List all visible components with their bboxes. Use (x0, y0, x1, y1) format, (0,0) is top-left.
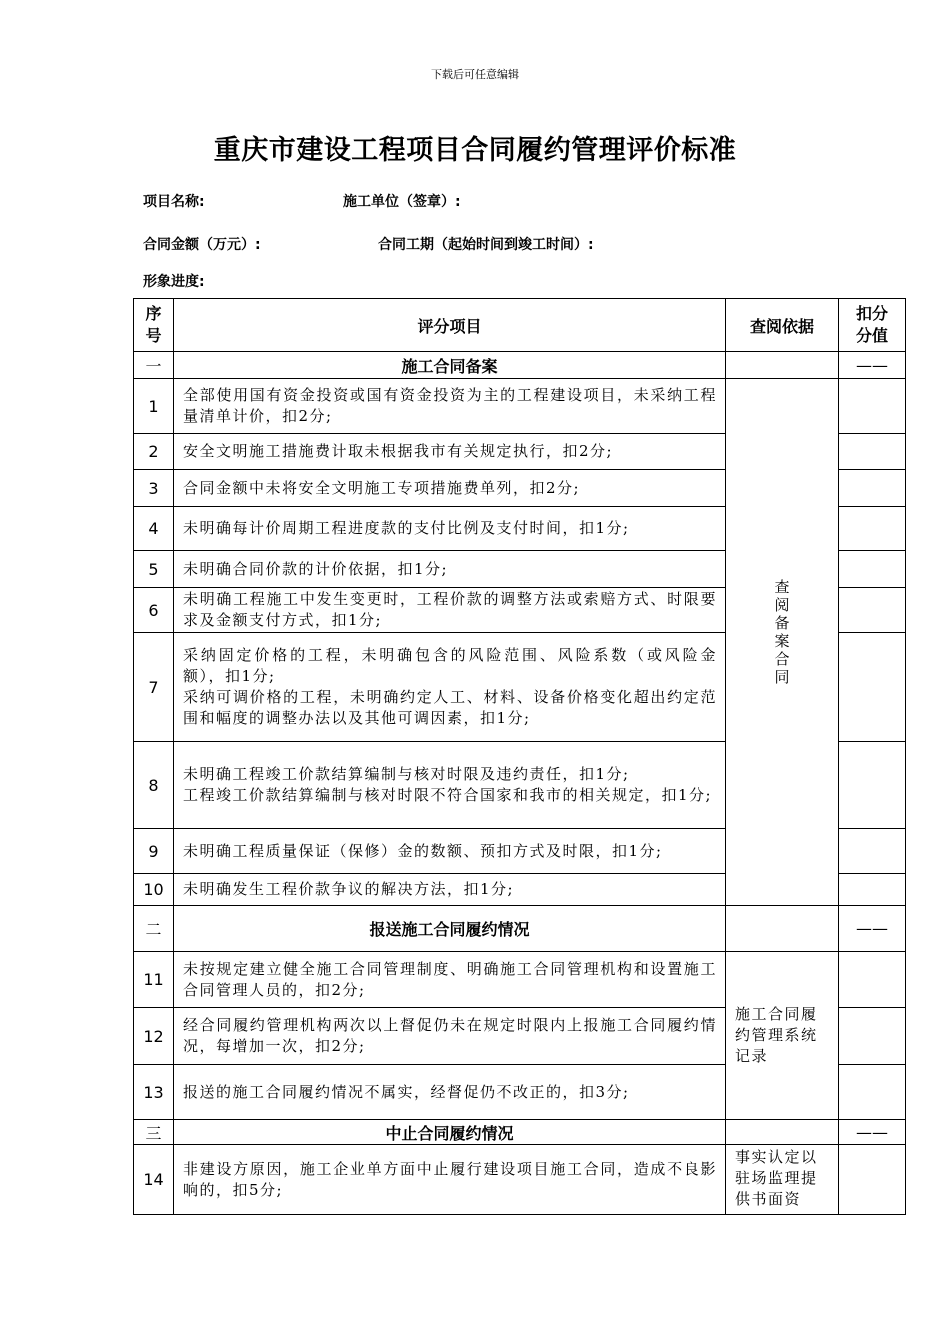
deduction-cell (839, 507, 906, 551)
table-header-row (134, 299, 906, 352)
row-item: 非建设方原因，施工企业单方面中止履行建设项目施工合同，造成不良影响的，扣5分; (174, 1145, 726, 1215)
row-item: 未明确合同价款的计价依据，扣1分; (174, 551, 726, 588)
contract-amount-label: 合同金额（万元）: (143, 237, 261, 253)
row-no: 3 (134, 470, 174, 507)
row-item: 未明确每计价周期工程进度款的支付比例及支付时间，扣1分; (174, 507, 726, 551)
basis-cell (726, 1145, 839, 1215)
row-no: 6 (134, 588, 174, 633)
top-note: 下载后可任意编辑 (431, 68, 519, 81)
header-item: 评分项目 (174, 299, 726, 352)
row-item: 报送的施工合同履约情况不属实，经督促仍不改正的，扣3分; (174, 1065, 726, 1120)
row-no: 9 (134, 829, 174, 874)
deduction-cell (839, 633, 906, 742)
section-title: 施工合同备案 (174, 352, 726, 379)
row-no: 10 (134, 874, 174, 906)
row-item: 采纳固定价格的工程，未明确包含的风险范围、风险系数（或风险金额），扣1分; 采纳可调价格的工程，未明确约定人工、材料、设备价格变化超出约定范围和幅度的调整办法以及其他可调因素，扣1分; (174, 633, 726, 742)
project-name-label: 项目名称: (143, 194, 205, 210)
section-dash: —— (839, 1120, 906, 1145)
section-basis-empty (726, 1120, 839, 1145)
deduction-cell (839, 952, 906, 1008)
section-basis-empty (726, 906, 839, 952)
deduction-cell (839, 434, 906, 470)
header-no: 序号 (134, 299, 174, 352)
basis-cell (726, 952, 839, 1120)
contractor-label: 施工单位（签章）: (343, 194, 461, 210)
deduction-cell (839, 1008, 906, 1065)
deduction-cell (839, 874, 906, 906)
section-dash: —— (839, 906, 906, 952)
table-row (134, 952, 906, 1008)
section-no: 二 (134, 906, 174, 952)
table-row (134, 379, 906, 434)
progress-label: 形象进度: (143, 274, 205, 290)
document-title: 重庆市建设工程项目合同履约管理评价标准 (213, 135, 737, 166)
evaluation-table (133, 298, 906, 1215)
row-item: 未按规定建立健全施工合同管理制度、明确施工合同管理机构和设置施工合同管理人员的，扣2分; (174, 952, 726, 1008)
table-row (134, 1145, 906, 1215)
row-no: 12 (134, 1008, 174, 1065)
section-row (134, 1120, 906, 1145)
basis-text: 施工合同履约管理系统记录 (735, 1005, 818, 1065)
basis-cell (726, 379, 839, 906)
section-title: 报送施工合同履约情况 (174, 906, 726, 952)
deduction-cell (839, 551, 906, 588)
row-no: 14 (134, 1145, 174, 1215)
row-item: 未明确工程质量保证（保修）金的数额、预扣方式及时限，扣1分; (174, 829, 726, 874)
row-item: 未明确工程竣工价款结算编制与核对时限及违约责任，扣1分; 工程竣工价款结算编制与核对时限不符合国家和我市的相关规定，扣1分; (174, 742, 726, 829)
row-no: 1 (134, 379, 174, 434)
deduction-cell (839, 588, 906, 633)
row-item: 未明确发生工程价款争议的解决方法，扣1分; (174, 874, 726, 906)
row-no: 11 (134, 952, 174, 1008)
header-deduction: 扣分分值 (839, 299, 906, 352)
section-no: 一 (134, 352, 174, 379)
header-basis: 查阅依据 (726, 299, 839, 352)
row-no: 13 (134, 1065, 174, 1120)
row-item: 全部使用国有资金投资或国有资金投资为主的工程建设项目，未采纳工程量清单计价，扣2分; (174, 379, 726, 434)
deduction-cell (839, 379, 906, 434)
section-row (134, 906, 906, 952)
row-item: 未明确工程施工中发生变更时，工程价款的调整方法或索赔方式、时限要求及金额支付方式，扣1分; (174, 588, 726, 633)
row-no: 2 (134, 434, 174, 470)
deduction-cell (839, 829, 906, 874)
deduction-cell (839, 1145, 906, 1215)
contract-period-label: 合同工期（起始时间到竣工时间）: (378, 237, 594, 253)
row-item: 安全文明施工措施费计取未根据我市有关规定执行，扣2分; (174, 434, 726, 470)
deduction-cell (839, 470, 906, 507)
basis-text: 查阅备案合同 (774, 578, 790, 686)
row-item: 合同金额中未将安全文明施工专项措施费单列，扣2分; (174, 470, 726, 507)
section-dash: —— (839, 352, 906, 379)
section-no: 三 (134, 1120, 174, 1145)
row-no: 5 (134, 551, 174, 588)
row-no: 7 (134, 633, 174, 742)
row-item: 经合同履约管理机构两次以上督促仍未在规定时限内上报施工合同履约情况，每增加一次，扣2分; (174, 1008, 726, 1065)
basis-text: 事实认定以驻场监理提供书面资 (735, 1148, 818, 1208)
deduction-cell (839, 1065, 906, 1120)
row-no: 8 (134, 742, 174, 829)
section-basis-empty (726, 352, 839, 379)
section-row (134, 352, 906, 379)
deduction-cell (839, 742, 906, 829)
section-title: 中止合同履约情况 (174, 1120, 726, 1145)
row-no: 4 (134, 507, 174, 551)
